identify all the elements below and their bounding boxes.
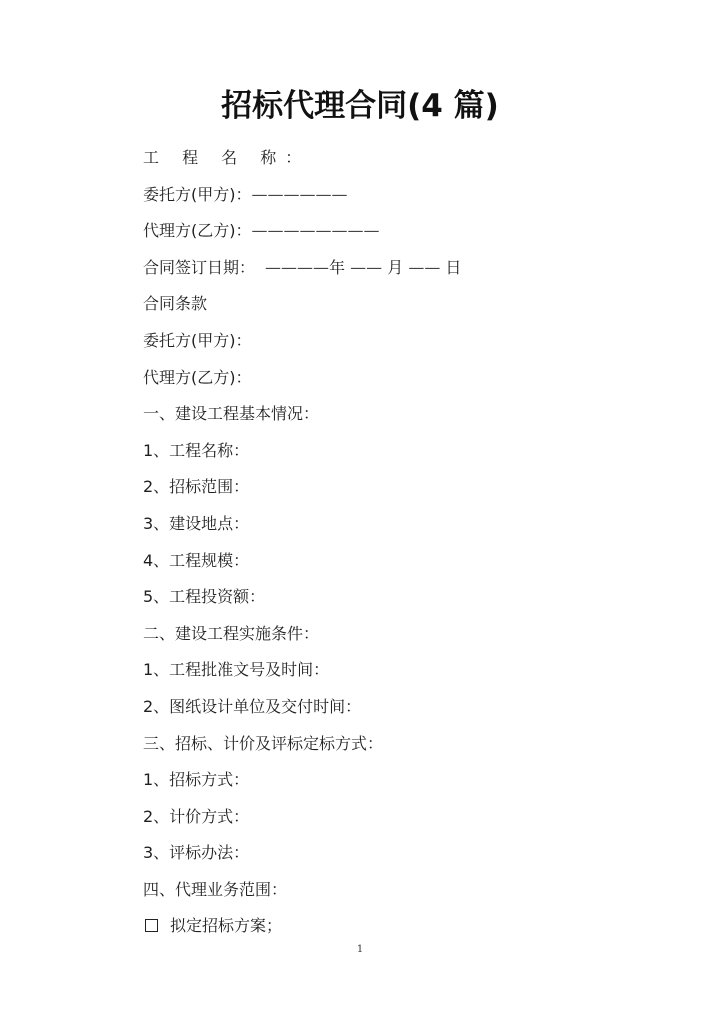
clause-line: 委托方(甲方)： <box>143 330 252 350</box>
agent-label: 代理方(乙方)： <box>143 221 252 241</box>
clause-line: 5、工程投资额： <box>143 587 266 607</box>
checklist-item-label: 拟定招标方案； <box>170 916 283 936</box>
page-number: 1 <box>356 944 364 955</box>
clause-heading: 二、建设工程实施条件： <box>143 623 320 643</box>
clause-line: 2、图纸设计单位及交付时间： <box>143 696 362 716</box>
clause-line: 2、招标范围： <box>143 477 250 497</box>
project-name-label: 工 程 名 称： <box>143 148 311 167</box>
clause-line: 3、评标办法： <box>143 843 250 863</box>
section-heading: 合同条款 <box>143 294 208 314</box>
clause-heading: 一、建设工程基本情况： <box>143 404 320 424</box>
year-unit: 年 <box>329 257 346 277</box>
agent-blank: ———————— <box>251 221 380 241</box>
checklist-item <box>143 908 663 945</box>
clause-line: 4、工程规模： <box>143 550 250 570</box>
clause-line: 3、建设地点： <box>143 513 250 533</box>
clause-line: 1、招标方式： <box>143 770 250 790</box>
month-blank: —— <box>350 257 383 277</box>
document-title: 招标代理合同(4 篇) <box>221 88 499 124</box>
clause-line: 代理方(乙方)： <box>143 367 252 387</box>
document-body <box>143 140 663 945</box>
clause-line: 2、计价方式： <box>143 806 250 826</box>
checkbox-icon <box>145 919 158 932</box>
clause-line: 1、工程批准文号及时间： <box>143 660 330 680</box>
client-label: 委托方(甲方)： <box>143 184 252 204</box>
client-blank: —————— <box>251 184 348 204</box>
day-unit: 日 <box>445 257 462 277</box>
clause-heading: 三、招标、计价及评标定标方式： <box>143 733 384 753</box>
sign-date-field <box>143 250 663 287</box>
year-blank: ———— <box>265 257 330 277</box>
clause-heading: 四、代理业务范围： <box>143 879 288 899</box>
month-unit: 月 <box>387 257 404 277</box>
sign-date-label: 合同签订日期： <box>143 257 256 277</box>
client-field <box>143 177 663 214</box>
project-name-field <box>143 140 663 177</box>
agent-field <box>143 213 663 250</box>
day-blank: —— <box>408 257 441 277</box>
clause-line: 1、工程名称： <box>143 440 250 460</box>
